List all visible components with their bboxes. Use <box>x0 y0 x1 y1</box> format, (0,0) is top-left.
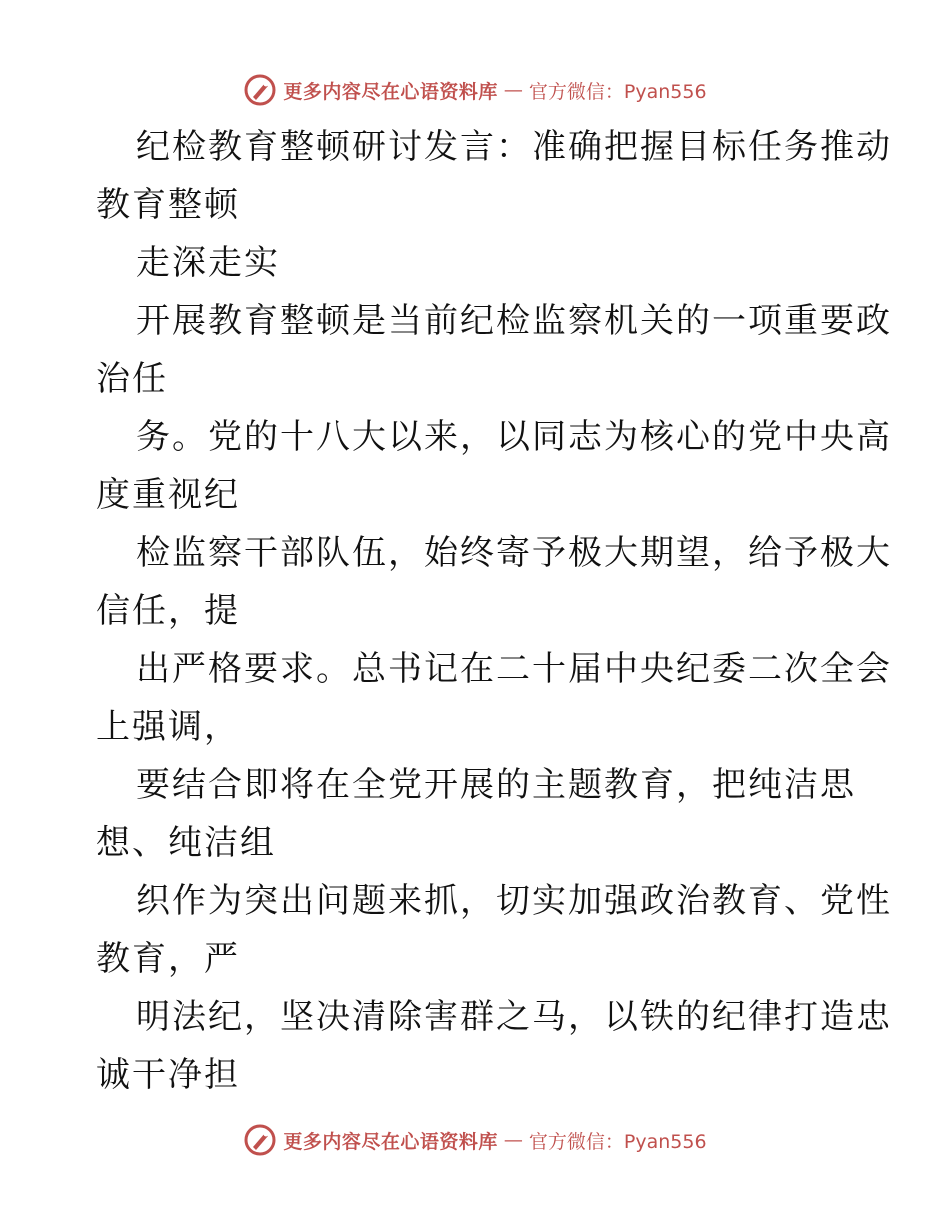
doc-paragraph-line: 要结合即将在全党开展的主题教育，把纯洁思 <box>136 765 856 805</box>
doc-title-line-1: 纪检教育整顿研讨发言：准确把握目标任务推动 <box>136 127 892 167</box>
document-body <box>96 118 892 1104</box>
doc-paragraph-line: 度重视纪 <box>96 475 240 515</box>
doc-paragraph-line: 治任 <box>96 359 168 399</box>
footer-brand-text: 更多内容尽在心语资料库 <box>283 1130 498 1153</box>
doc-paragraph-line: 检监察干部队伍，始终寄予极大期望，给予极大 <box>136 533 892 573</box>
pen-nib-logo-icon <box>243 1123 277 1157</box>
doc-title-line-2: 教育整顿 <box>96 185 240 225</box>
footer-dash: — <box>503 1129 523 1151</box>
header-banner <box>0 70 950 110</box>
footer-wechat-text: 官方微信：Pyan556 <box>528 1130 707 1153</box>
doc-paragraph-line: 诚干净担 <box>96 1055 240 1095</box>
doc-paragraph-line: 信任，提 <box>96 591 240 631</box>
header-dash: — <box>503 79 523 101</box>
pen-nib-logo-icon <box>243 73 277 107</box>
doc-paragraph-line: 织作为突出问题来抓，切实加强政治教育、党性 <box>136 881 892 921</box>
doc-paragraph-line: 上强调， <box>96 707 240 747</box>
doc-paragraph-line: 教育，严 <box>96 939 240 979</box>
doc-paragraph-line: 开展教育整顿是当前纪检监察机关的一项重要政 <box>136 301 892 341</box>
header-brand-text: 更多内容尽在心语资料库 <box>283 80 498 103</box>
doc-paragraph-line: 务。党的十八大以来，以同志为核心的党中央高 <box>136 417 892 457</box>
doc-paragraph-line: 出严格要求。总书记在二十届中央纪委二次全会 <box>136 649 892 689</box>
footer-banner <box>0 1120 950 1160</box>
doc-paragraph-line: 走深走实 <box>136 243 280 283</box>
doc-paragraph-line: 想、纯洁组 <box>96 823 276 863</box>
doc-paragraph-line: 明法纪，坚决清除害群之马，以铁的纪律打造忠 <box>136 997 892 1037</box>
header-wechat-text: 官方微信：Pyan556 <box>528 80 707 103</box>
